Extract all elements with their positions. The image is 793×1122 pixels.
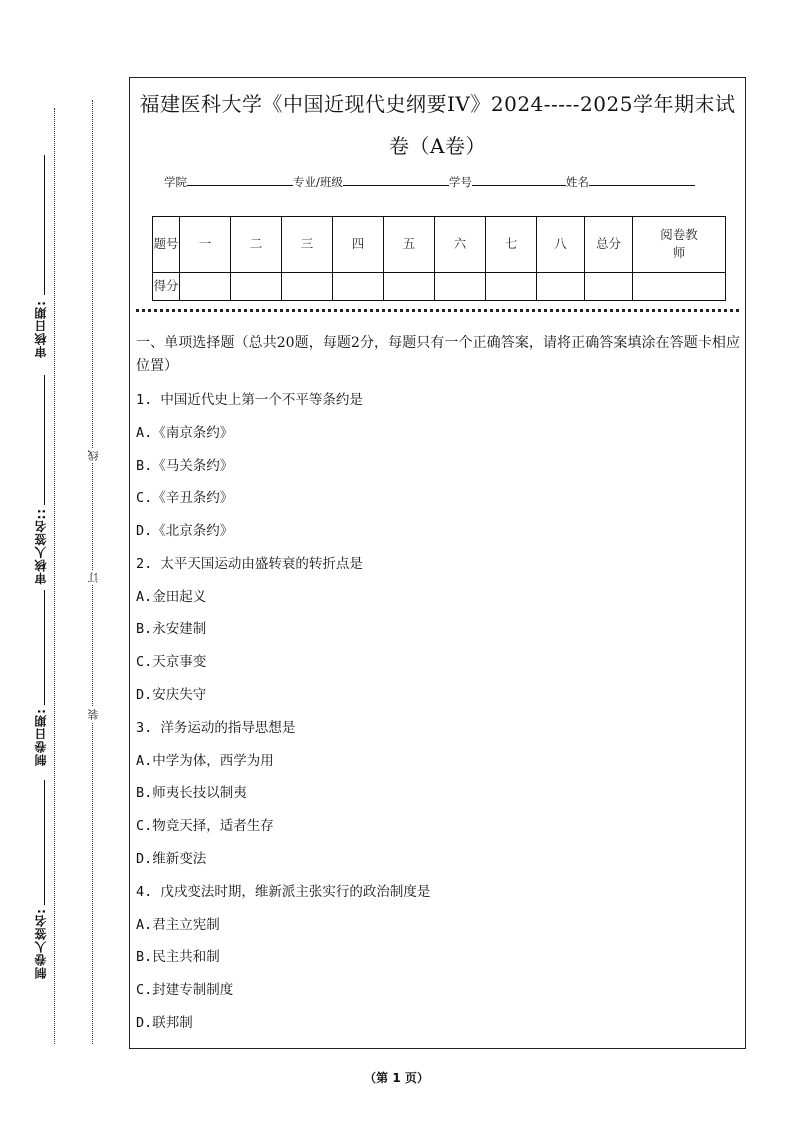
major-class-label: 专业/班级 <box>293 175 343 189</box>
signature-line-review-date <box>44 155 45 295</box>
major-class-field[interactable] <box>343 174 449 186</box>
question-stem: 1. 中国近代史上第一个不平等条约是 <box>136 392 363 408</box>
option: B.《马关条约》 <box>136 458 234 474</box>
student-info-line <box>164 174 695 190</box>
make-date-label: 制卷日期: <box>34 708 48 766</box>
maker-signature-label: 制卷人签名: <box>34 908 48 979</box>
option: C.天京事变 <box>136 654 207 670</box>
score-table-header-row <box>153 217 726 273</box>
binding-mark-bind: 装 <box>87 709 100 720</box>
score-table-score-row <box>153 272 726 301</box>
option: A.君主立宪制 <box>136 917 220 933</box>
option: D.安庆失守 <box>136 687 207 703</box>
binding-dotted-line-outer <box>54 108 55 1044</box>
score-col-8: 八 <box>537 217 585 273</box>
score-col-2: 二 <box>231 217 282 273</box>
score-col-7: 七 <box>486 217 537 273</box>
binding-mark-line: 线 <box>87 450 100 461</box>
score-col-1: 一 <box>180 217 231 273</box>
exam-frame <box>129 77 746 1049</box>
question-stem: 4. 戊戌变法时期，维新派主张实行的政治制度是 <box>136 884 431 900</box>
option: D.维新变法 <box>136 851 207 867</box>
option: D.《北京条约》 <box>136 523 234 539</box>
reviewer-signature-label: 审核人签名:: <box>34 508 48 585</box>
student-id-label: 学号 <box>448 175 472 189</box>
score-label: 得分 <box>153 272 180 301</box>
option: D.联邦制 <box>136 1015 193 1031</box>
score-cell <box>384 272 435 301</box>
college-label: 学院 <box>164 175 187 189</box>
option: A.金田起义 <box>136 589 207 605</box>
dotted-separator <box>136 309 739 312</box>
exam-title-line2: 卷（A卷） <box>389 134 486 158</box>
option: C.物竞天择，适者生存 <box>136 818 274 834</box>
score-cell <box>633 272 726 301</box>
signature-line-make-date <box>44 590 45 705</box>
section-heading: 一、单项选择题（总共20题，每题2分，每题只有一个正确答案，请将正确答案填涂在答题卡相应位置） <box>136 335 740 374</box>
score-cell <box>333 272 384 301</box>
page-number: （第 1 页） <box>364 1071 429 1085</box>
score-cell <box>435 272 486 301</box>
signature-line-maker <box>44 780 45 905</box>
student-id-field[interactable] <box>472 174 566 186</box>
binding-mark-order: 订 <box>87 572 100 583</box>
score-cell <box>231 272 282 301</box>
score-col-6: 六 <box>435 217 486 273</box>
score-cell <box>486 272 537 301</box>
score-cell <box>585 272 633 301</box>
option: B.民主共和制 <box>136 949 220 965</box>
option: A.中学为体，西学为用 <box>136 753 274 769</box>
score-cell <box>282 272 333 301</box>
signature-line-reviewer <box>44 375 45 505</box>
option: C.封建专制制度 <box>136 982 234 998</box>
name-field[interactable] <box>589 174 695 186</box>
score-table <box>152 216 726 301</box>
name-label: 姓名 <box>565 175 589 189</box>
score-col-grader: 阅卷教师 <box>633 217 726 273</box>
score-cell <box>180 272 231 301</box>
score-col-total: 总分 <box>585 217 633 273</box>
option: B.永安建制 <box>136 621 207 637</box>
option: A.《南京条约》 <box>136 425 234 441</box>
option: B.师夷长技以制夷 <box>136 785 247 801</box>
option: C.《辛丑条约》 <box>136 490 234 506</box>
question-stem: 2. 太平天国运动由盛转衰的转折点是 <box>136 556 363 572</box>
score-cell <box>537 272 585 301</box>
exam-title-line1: 福建医科大学《中国近现代史纲要IV》2024-----2025学年期末试 <box>139 92 736 116</box>
score-col-5: 五 <box>384 217 435 273</box>
question-number-label: 题号 <box>153 217 180 273</box>
score-col-4: 四 <box>333 217 384 273</box>
review-date-label: 审核日期: <box>34 300 48 358</box>
score-col-3: 三 <box>282 217 333 273</box>
college-field[interactable] <box>187 174 293 186</box>
question-stem: 3. 洋务运动的指导思想是 <box>136 720 296 736</box>
